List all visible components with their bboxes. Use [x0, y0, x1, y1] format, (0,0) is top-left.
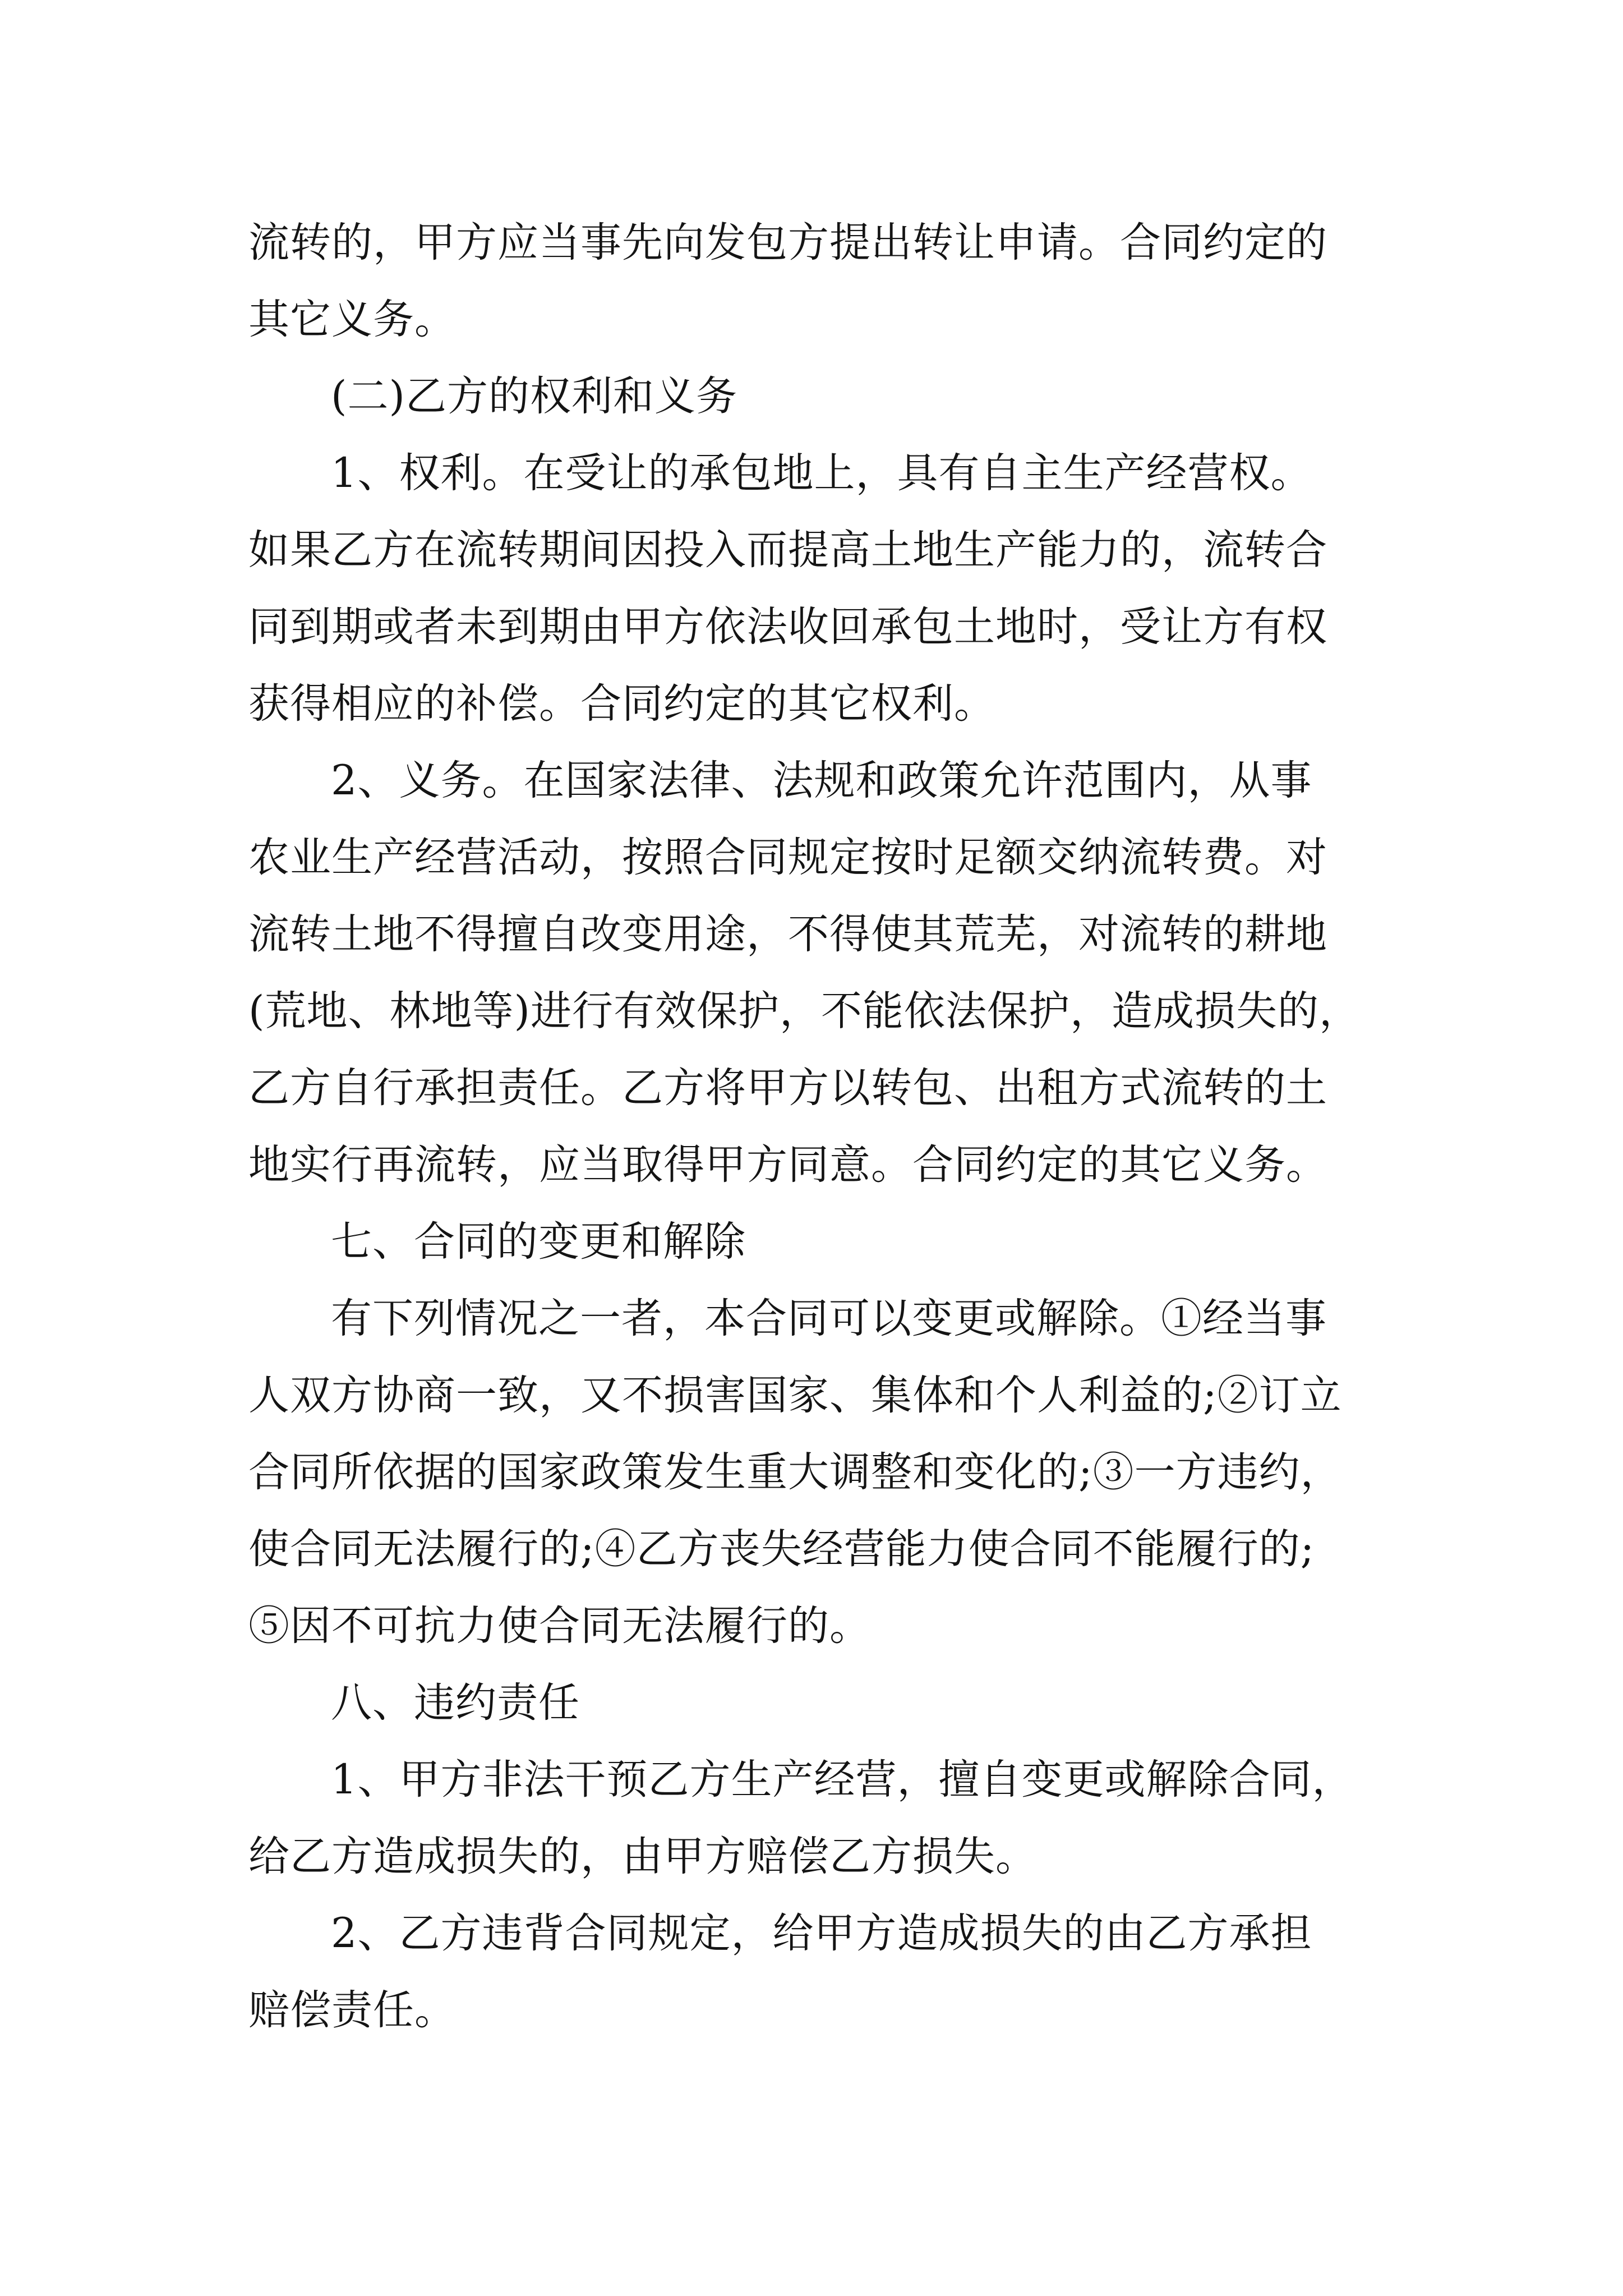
text-line: 如果乙方在流转期间因投入而提高土地生产能力的，流转合: [248, 526, 1327, 574]
text-line: 1、甲方非法干预乙方生产经营，擅自变更或解除合同，: [331, 1756, 1354, 1803]
text-line: 2、乙方违背合同规定，给甲方造成损失的由乙方承担: [331, 1910, 1312, 1957]
section-heading: (二)乙方的权利和义务: [331, 372, 737, 420]
text-line: 流转的，甲方应当事先向发包方提出转让申请。合同约定的: [248, 219, 1327, 266]
text-line: 合同所依据的国家政策发生重大调整和变化的;③一方违约，: [248, 1448, 1342, 1496]
text-line: 给乙方造成损失的，由甲方赔偿乙方损失。: [248, 1833, 1037, 1880]
text-line: 赔偿责任。: [248, 1986, 456, 2034]
text-line: 1、权利。在受让的承包地上，具有自主生产经营权。: [331, 449, 1312, 497]
text-line: 同到期或者未到期由甲方依法收回承包土地时，受让方有权: [248, 603, 1327, 651]
text-line: 乙方自行承担责任。乙方将甲方以转包、出租方式流转的土: [248, 1064, 1327, 1112]
text-line: 有下列情况之一者，本合同可以变更或解除。①经当事: [331, 1295, 1327, 1342]
text-line: 其它义务。: [248, 296, 456, 343]
text-line: (荒地、林地等)进行有效保护，不能依法保护，造成损失的，: [248, 987, 1361, 1035]
section-heading: 七、合同的变更和解除: [331, 1218, 746, 1266]
text-line: 获得相应的补偿。合同约定的其它权利。: [248, 680, 995, 728]
text-line: ⑤因不可抗力使合同无法履行的。: [248, 1602, 871, 1650]
text-line: 流转土地不得擅自改变用途，不得使其荒芜，对流转的耕地: [248, 910, 1327, 958]
text-line: 使合同无法履行的;④乙方丧失经营能力使合同不能履行的;: [248, 1525, 1315, 1573]
section-heading: 八、违约责任: [331, 1679, 580, 1727]
text-line: 2、义务。在国家法律、法规和政策允许范围内，从事: [331, 757, 1312, 804]
text-line: 人双方协商一致，又不损害国家、集体和个人利益的;②订立: [248, 1372, 1342, 1419]
text-line: 农业生产经营活动，按照合同规定按时足额交纳流转费。对: [248, 834, 1327, 881]
text-line: 地实行再流转，应当取得甲方同意。合同约定的其它义务。: [248, 1141, 1327, 1189]
